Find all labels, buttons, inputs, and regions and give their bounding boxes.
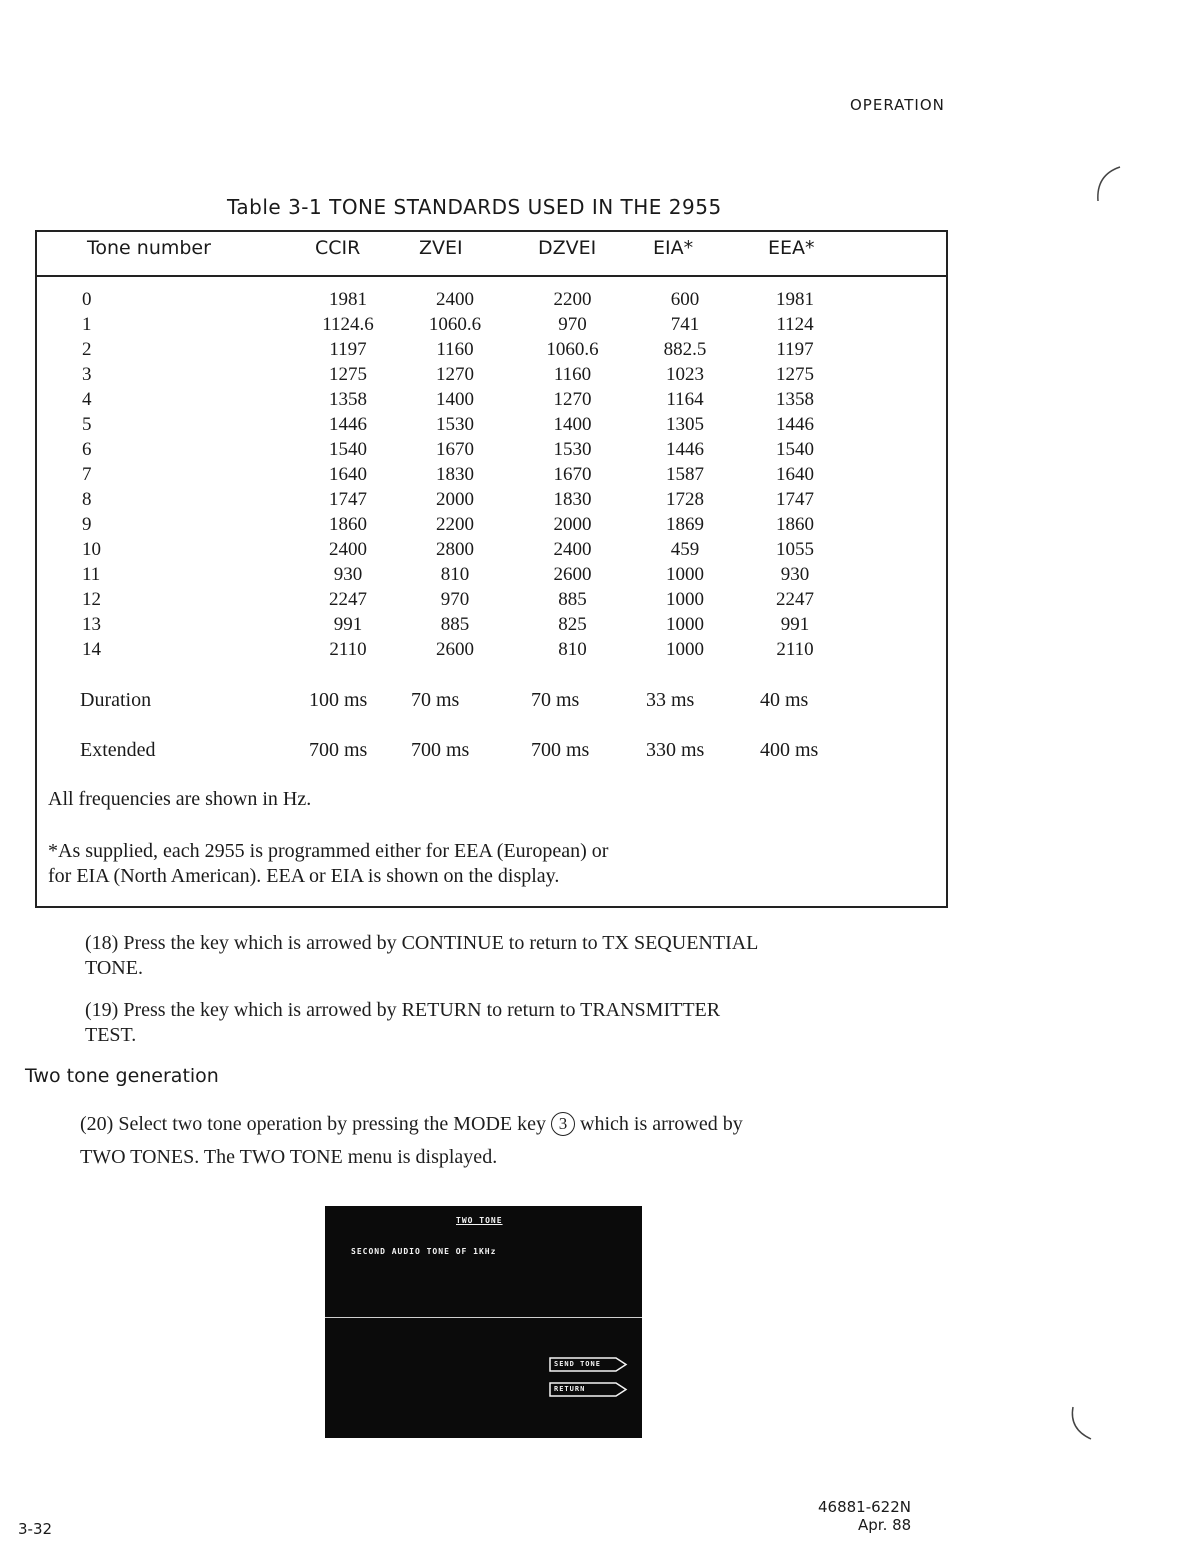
margin-bracket-top-icon xyxy=(1090,165,1130,205)
step-20-line-1 xyxy=(80,1112,743,1137)
cell-eea: 991 xyxy=(780,614,810,635)
return-softkey[interactable] xyxy=(549,1382,625,1397)
duration-tone-number: Duration xyxy=(80,689,152,711)
cell-eea: 1446 xyxy=(776,414,814,435)
col-header-dzvei: DZVEI xyxy=(538,237,597,259)
cell-ccir: 2400 xyxy=(329,539,367,560)
cell-dzvei: 2200 xyxy=(553,289,592,310)
cell-eea: 1860 xyxy=(776,514,814,535)
extended-eia: 330 ms xyxy=(646,739,705,761)
cell-dzvei: 970 xyxy=(558,314,587,335)
footnote-line-2: for EIA (North American). EEA or EIA is shown on the display. xyxy=(48,865,560,887)
cell-zvei: 2200 xyxy=(436,514,474,535)
cell-eea: 1540 xyxy=(776,439,814,460)
step-20-line-2: TWO TONES. The TWO TONE menu is displayed. xyxy=(80,1146,498,1168)
step-20-text-b: which is arrowed by xyxy=(580,1113,743,1135)
cell-eia: 1000 xyxy=(666,639,704,660)
duration-zvei: 70 ms xyxy=(411,689,460,711)
cell-tone-number: 0 xyxy=(82,289,92,310)
send-tone-softkey[interactable] xyxy=(549,1357,625,1372)
cell-dzvei: 810 xyxy=(558,639,587,660)
cell-zvei: 2600 xyxy=(436,639,474,660)
footnote-line-1: *As supplied, each 2955 is programmed either for EEA (European) or xyxy=(48,840,609,862)
cell-eia: 1023 xyxy=(666,364,704,385)
margin-bracket-bottom-icon xyxy=(1065,1405,1105,1445)
two-tone-menu-screen xyxy=(325,1206,642,1438)
cell-zvei: 970 xyxy=(440,589,470,610)
table-header-rule xyxy=(35,275,948,277)
cell-ccir: 1981 xyxy=(329,289,367,310)
cell-dzvei: 885 xyxy=(558,589,587,610)
cell-eia: 1446 xyxy=(666,439,704,460)
cell-zvei: 1830 xyxy=(436,464,474,485)
table-caption: Table 3-1 TONE STANDARDS USED IN THE 2955 xyxy=(227,195,722,219)
cell-tone-number: 9 xyxy=(82,514,92,535)
units-note: All frequencies are shown in Hz. xyxy=(48,788,312,810)
cell-dzvei: 1060.6 xyxy=(546,339,599,360)
extended-zvei: 700 ms xyxy=(411,739,470,761)
page-number: 3-32 xyxy=(18,1520,53,1538)
cell-eia: 1869 xyxy=(666,514,704,535)
cell-ccir: 1640 xyxy=(329,464,367,485)
col-header-tone-number: Tone number xyxy=(87,237,211,259)
step-19-line-1: (19) Press the key which is arrowed by RETURN to return to TRANSMITTER xyxy=(85,999,721,1021)
cell-ccir: 1275 xyxy=(329,364,367,385)
cell-zvei: 1060.6 xyxy=(428,314,482,335)
cell-tone-number: 7 xyxy=(82,464,92,485)
cell-zvei: 885 xyxy=(440,614,470,635)
step-18-line-2: TONE. xyxy=(85,957,143,979)
cell-tone-number: 2 xyxy=(82,339,92,360)
cell-zvei: 2000 xyxy=(436,489,474,510)
section-subheading: Two tone generation xyxy=(25,1065,219,1087)
cell-eea: 1124 xyxy=(776,314,814,335)
cell-eea: 1981 xyxy=(776,289,814,310)
cell-tone-number: 4 xyxy=(82,389,92,410)
extended-ccir: 700 ms xyxy=(309,739,368,761)
cell-ccir: 1358 xyxy=(329,389,367,410)
extended-dzvei: 700 ms xyxy=(531,739,590,761)
cell-tone-number: 3 xyxy=(82,364,92,385)
send-tone-label: SEND TONE xyxy=(554,1360,601,1368)
cell-dzvei: 1530 xyxy=(553,439,592,460)
cell-eia: 459 xyxy=(670,539,700,560)
cell-zvei: 1270 xyxy=(436,364,474,385)
extended-tone-number: Extended xyxy=(80,739,156,761)
cell-ccir: 1446 xyxy=(329,414,367,435)
step-19-line-2: TEST. xyxy=(85,1024,137,1046)
screen-message: SECOND AUDIO TONE OF 1KHz xyxy=(351,1247,497,1256)
cell-ccir: 1124.6 xyxy=(322,314,374,335)
cell-eia: 1587 xyxy=(666,464,704,485)
cell-tone-number: 6 xyxy=(82,439,92,460)
cell-ccir: 2110 xyxy=(329,639,367,660)
cell-ccir: 1540 xyxy=(329,439,367,460)
cell-dzvei: 1400 xyxy=(553,414,592,435)
cell-eea: 930 xyxy=(780,564,810,585)
step-18-line-1: (18) Press the key which is arrowed by CONTINUE to return to TX SEQUENTIAL xyxy=(85,932,759,954)
cell-dzvei: 1670 xyxy=(553,464,592,485)
cell-eea: 1275 xyxy=(776,364,814,385)
cell-zvei: 1530 xyxy=(436,414,474,435)
cell-ccir: 991 xyxy=(333,614,363,635)
cell-eea: 1640 xyxy=(776,464,814,485)
cell-eia: 600 xyxy=(670,289,700,310)
col-header-eea: EEA* xyxy=(768,237,815,259)
cell-tone-number: 11 xyxy=(82,564,101,585)
cell-eia: 882.5 xyxy=(663,339,707,360)
cell-eea: 2247 xyxy=(776,589,814,610)
cell-ccir: 1860 xyxy=(329,514,367,535)
cell-dzvei: 1160 xyxy=(553,364,592,385)
cell-dzvei: 1270 xyxy=(553,389,592,410)
section-header: OPERATION xyxy=(850,96,945,114)
cell-ccir: 930 xyxy=(333,564,363,585)
cell-eia: 1305 xyxy=(666,414,704,435)
cell-eea: 2110 xyxy=(776,639,814,660)
duration-eea: 40 ms xyxy=(760,689,809,711)
cell-zvei: 2800 xyxy=(436,539,474,560)
cell-eea: 1055 xyxy=(776,539,814,560)
document-date: Apr. 88 xyxy=(858,1516,912,1534)
cell-zvei: 810 xyxy=(440,564,470,585)
cell-eia: 1728 xyxy=(666,489,704,510)
cell-dzvei: 2600 xyxy=(553,564,592,585)
cell-tone-number: 14 xyxy=(82,639,101,660)
cell-eea: 1747 xyxy=(776,489,814,510)
cell-eea: 1197 xyxy=(776,339,814,360)
cell-ccir: 2247 xyxy=(329,589,367,610)
cell-ccir: 1747 xyxy=(329,489,367,510)
cell-tone-number: 1 xyxy=(82,314,92,335)
cell-eia: 1000 xyxy=(666,564,704,585)
cell-zvei: 1670 xyxy=(436,439,474,460)
cell-tone-number: 13 xyxy=(82,614,101,635)
screen-title: TWO TONE xyxy=(456,1216,503,1225)
cell-dzvei: 1830 xyxy=(553,489,592,510)
cell-eea: 1358 xyxy=(776,389,814,410)
cell-eia: 1000 xyxy=(666,614,704,635)
cell-tone-number: 8 xyxy=(82,489,92,510)
return-label: RETURN xyxy=(554,1385,586,1393)
screen-divider xyxy=(325,1317,642,1318)
cell-eia: 1164 xyxy=(666,389,704,410)
cell-zvei: 1400 xyxy=(436,389,474,410)
col-header-zvei: ZVEI xyxy=(419,237,463,259)
col-header-ccir: CCIR xyxy=(315,237,361,259)
cell-eia: 1000 xyxy=(666,589,704,610)
duration-dzvei: 70 ms xyxy=(531,689,580,711)
duration-ccir: 100 ms xyxy=(309,689,368,711)
duration-eia: 33 ms xyxy=(646,689,695,711)
step-20-text-a: (20) Select two tone operation by pressing the MODE key xyxy=(80,1113,547,1135)
cell-eia: 741 xyxy=(670,314,700,335)
cell-zvei: 2400 xyxy=(436,289,474,310)
cell-zvei: 1160 xyxy=(436,339,474,360)
document-code: 46881-622N xyxy=(818,1498,911,1516)
cell-tone-number: 10 xyxy=(82,539,101,560)
cell-ccir: 1197 xyxy=(329,339,367,360)
mode-key-3-icon: 3 xyxy=(551,1112,575,1136)
cell-dzvei: 825 xyxy=(558,614,587,635)
cell-dzvei: 2000 xyxy=(553,514,592,535)
cell-dzvei: 2400 xyxy=(553,539,592,560)
extended-eea: 400 ms xyxy=(760,739,819,761)
cell-tone-number: 5 xyxy=(82,414,92,435)
col-header-eia: EIA* xyxy=(653,237,694,259)
cell-tone-number: 12 xyxy=(82,589,101,610)
